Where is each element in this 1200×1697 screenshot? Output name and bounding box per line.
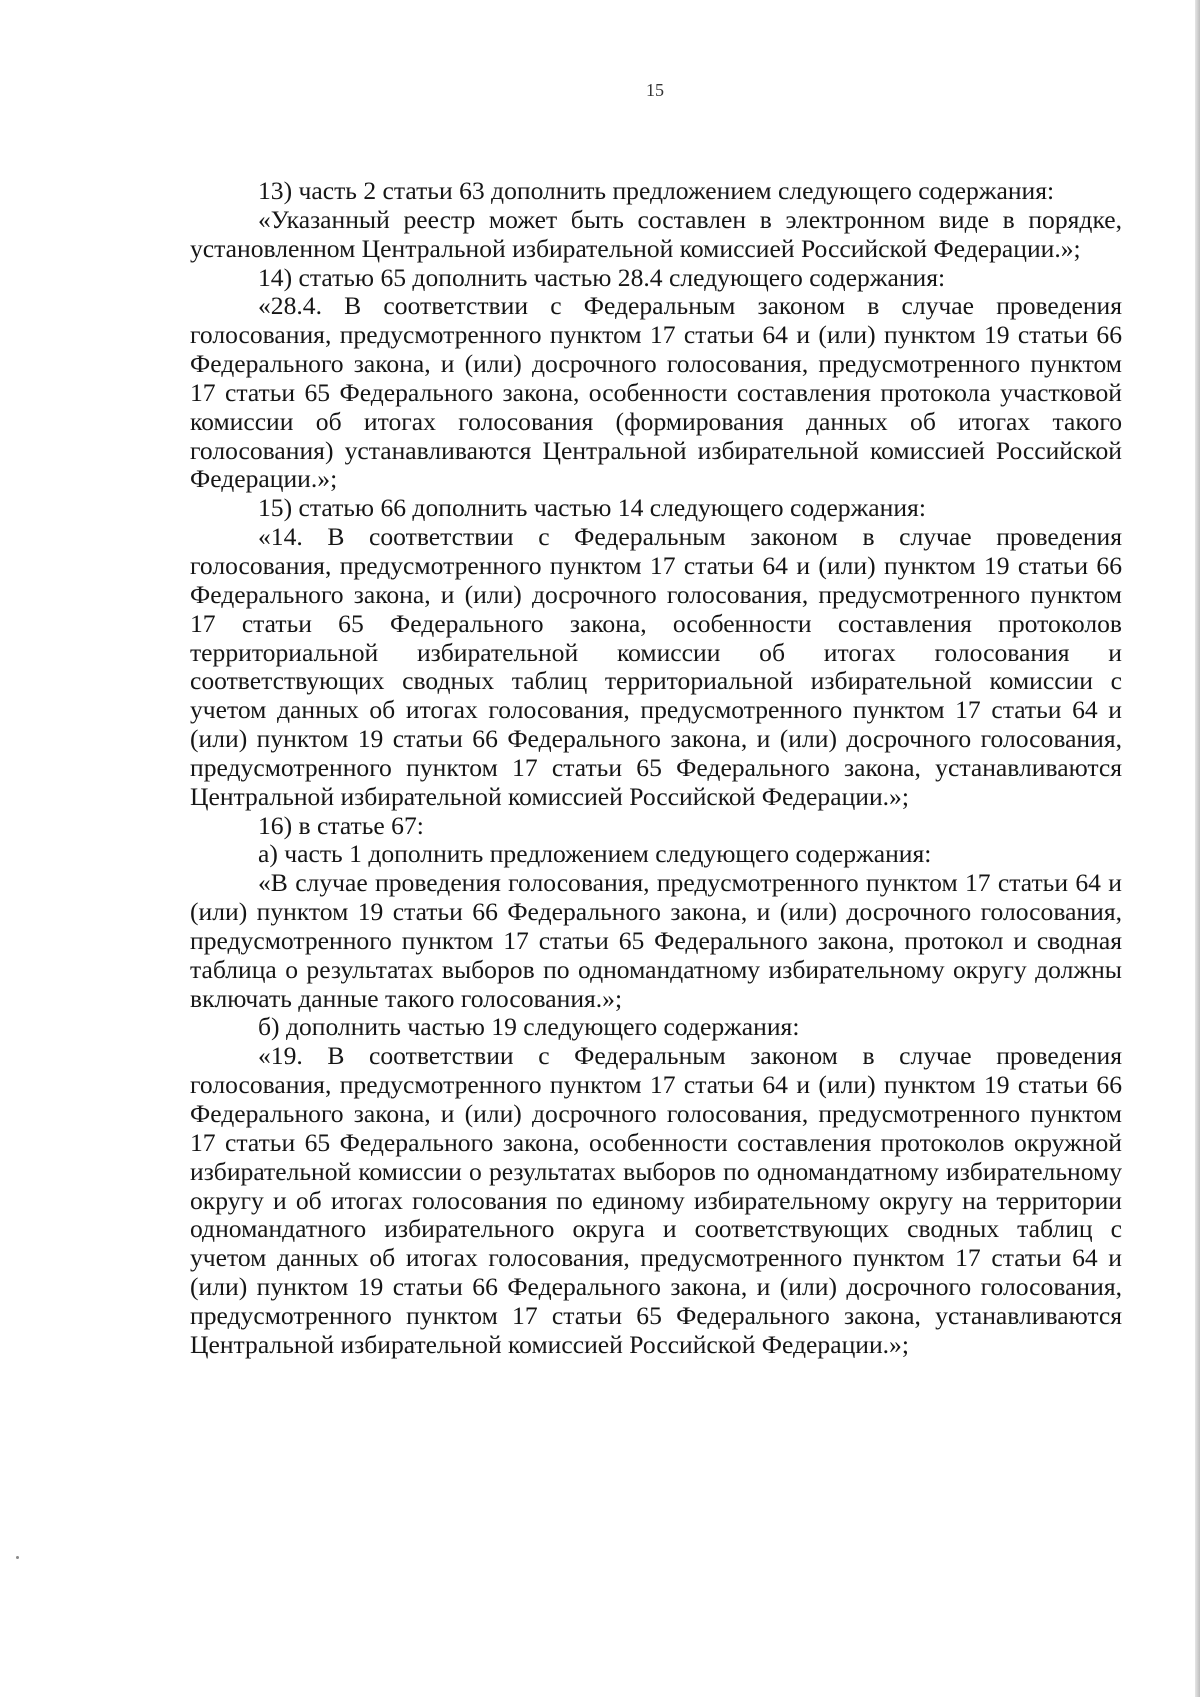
paragraph-13: 13) часть 2 статьи 63 дополнить предложением следующего содержания: <box>258 176 1055 205</box>
paragraph-15-quote: «14. В соответствии с Федеральным законом в случае проведения голосования, предусмотренного пунктом 17 статьи 64 и (или) пунктом 19 статьи 66 Федерального закона, и (или) досрочного голосования, предусмотренного пунктом 17 статьи 65 Федерального закона, особенности составления протоколов территориальной избирательной комиссии об итогах голосования и соответствующих сводных таблиц территориальной избирательной комиссии с учетом данных об итогах голосования, предусмотренного пунктом 17 статьи 64 и (или) пунктом 19 статьи 66 Федерального закона, и (или) досрочного голосования, предусмотренного пунктом 17 статьи 65 Федерального закона, устанавливаются Центральной избирательной комиссией Российской Федерации.»; <box>190 522 1122 811</box>
paragraph-16: 16) в статье 67: <box>258 810 424 840</box>
paragraph-15: 15) статью 66 дополнить частью 14 следующего содержания: <box>258 493 926 523</box>
scan-edge-shadow <box>1195 0 1200 1697</box>
paragraph-16a: а) часть 1 дополнить предложением следующего содержания: <box>258 839 932 869</box>
paragraph-13-quote: «Указанный реестр может быть составлен в электронном виде в порядке, установленном Центральной избирательной комиссией Российской Федерации.»; <box>190 204 1122 263</box>
paragraph-16b-quote: «19. В соответствии с Федеральным законом в случае проведения голосования, предусмотренного пунктом 17 статьи 64 и (или) пунктом 19 статьи 66 Федерального закона, и (или) досрочного голосования, предусмотренного пунктом 17 статьи 65 Федерального закона, особенности составления протоколов окружной избирательной комиссии о результатах выборов по одномандатному избирательному округу и об итогах голосования по единому избирательному округу на территории одномандатного избирательного округа и соответствующих сводных таблиц с учетом данных об итогах голосования, предусмотренного пунктом 17 статьи 64 и (или) пунктом 19 статьи 66 Федерального закона, и (или) досрочного голосования, предусмотренного пунктом 17 статьи 65 Федерального закона, устанавливаются Центральной избирательной комиссией Российской Федерации.»; <box>190 1041 1122 1359</box>
paragraph-14: 14) статью 65 дополнить частью 28.4 следующего содержания: <box>258 262 946 292</box>
scan-speck <box>16 1556 19 1559</box>
paragraph-16a-quote: «В случае проведения голосования, предусмотренного пунктом 17 статьи 64 и (или) пунктом 19 статьи 66 Федерального закона, и (или) досрочного голосования, предусмотренного пунктом 17 статьи 65 Федерального закона, протокол и сводная таблица о результатах выборов по одномандатному избирательному округу должны включать данные такого голосования.»; <box>190 868 1122 1013</box>
document-body <box>190 177 1122 1360</box>
page-number: 15 <box>646 80 664 100</box>
paragraph-16b: б) дополнить частью 19 следующего содержания: <box>258 1012 800 1042</box>
paragraph-14-quote: «28.4. В соответствии с Федеральным законом в случае проведения голосования, предусмотренного пунктом 17 статьи 64 и (или) пунктом 19 статьи 66 Федерального закона, и (или) досрочного голосования, предусмотренного пунктом 17 статьи 65 Федерального закона, особенности составления протокола участковой комиссии об итогах голосования (формирования данных об итогах такого голосования) устанавливаются Центральной избирательной комиссией Российской Федерации.»; <box>190 291 1122 494</box>
